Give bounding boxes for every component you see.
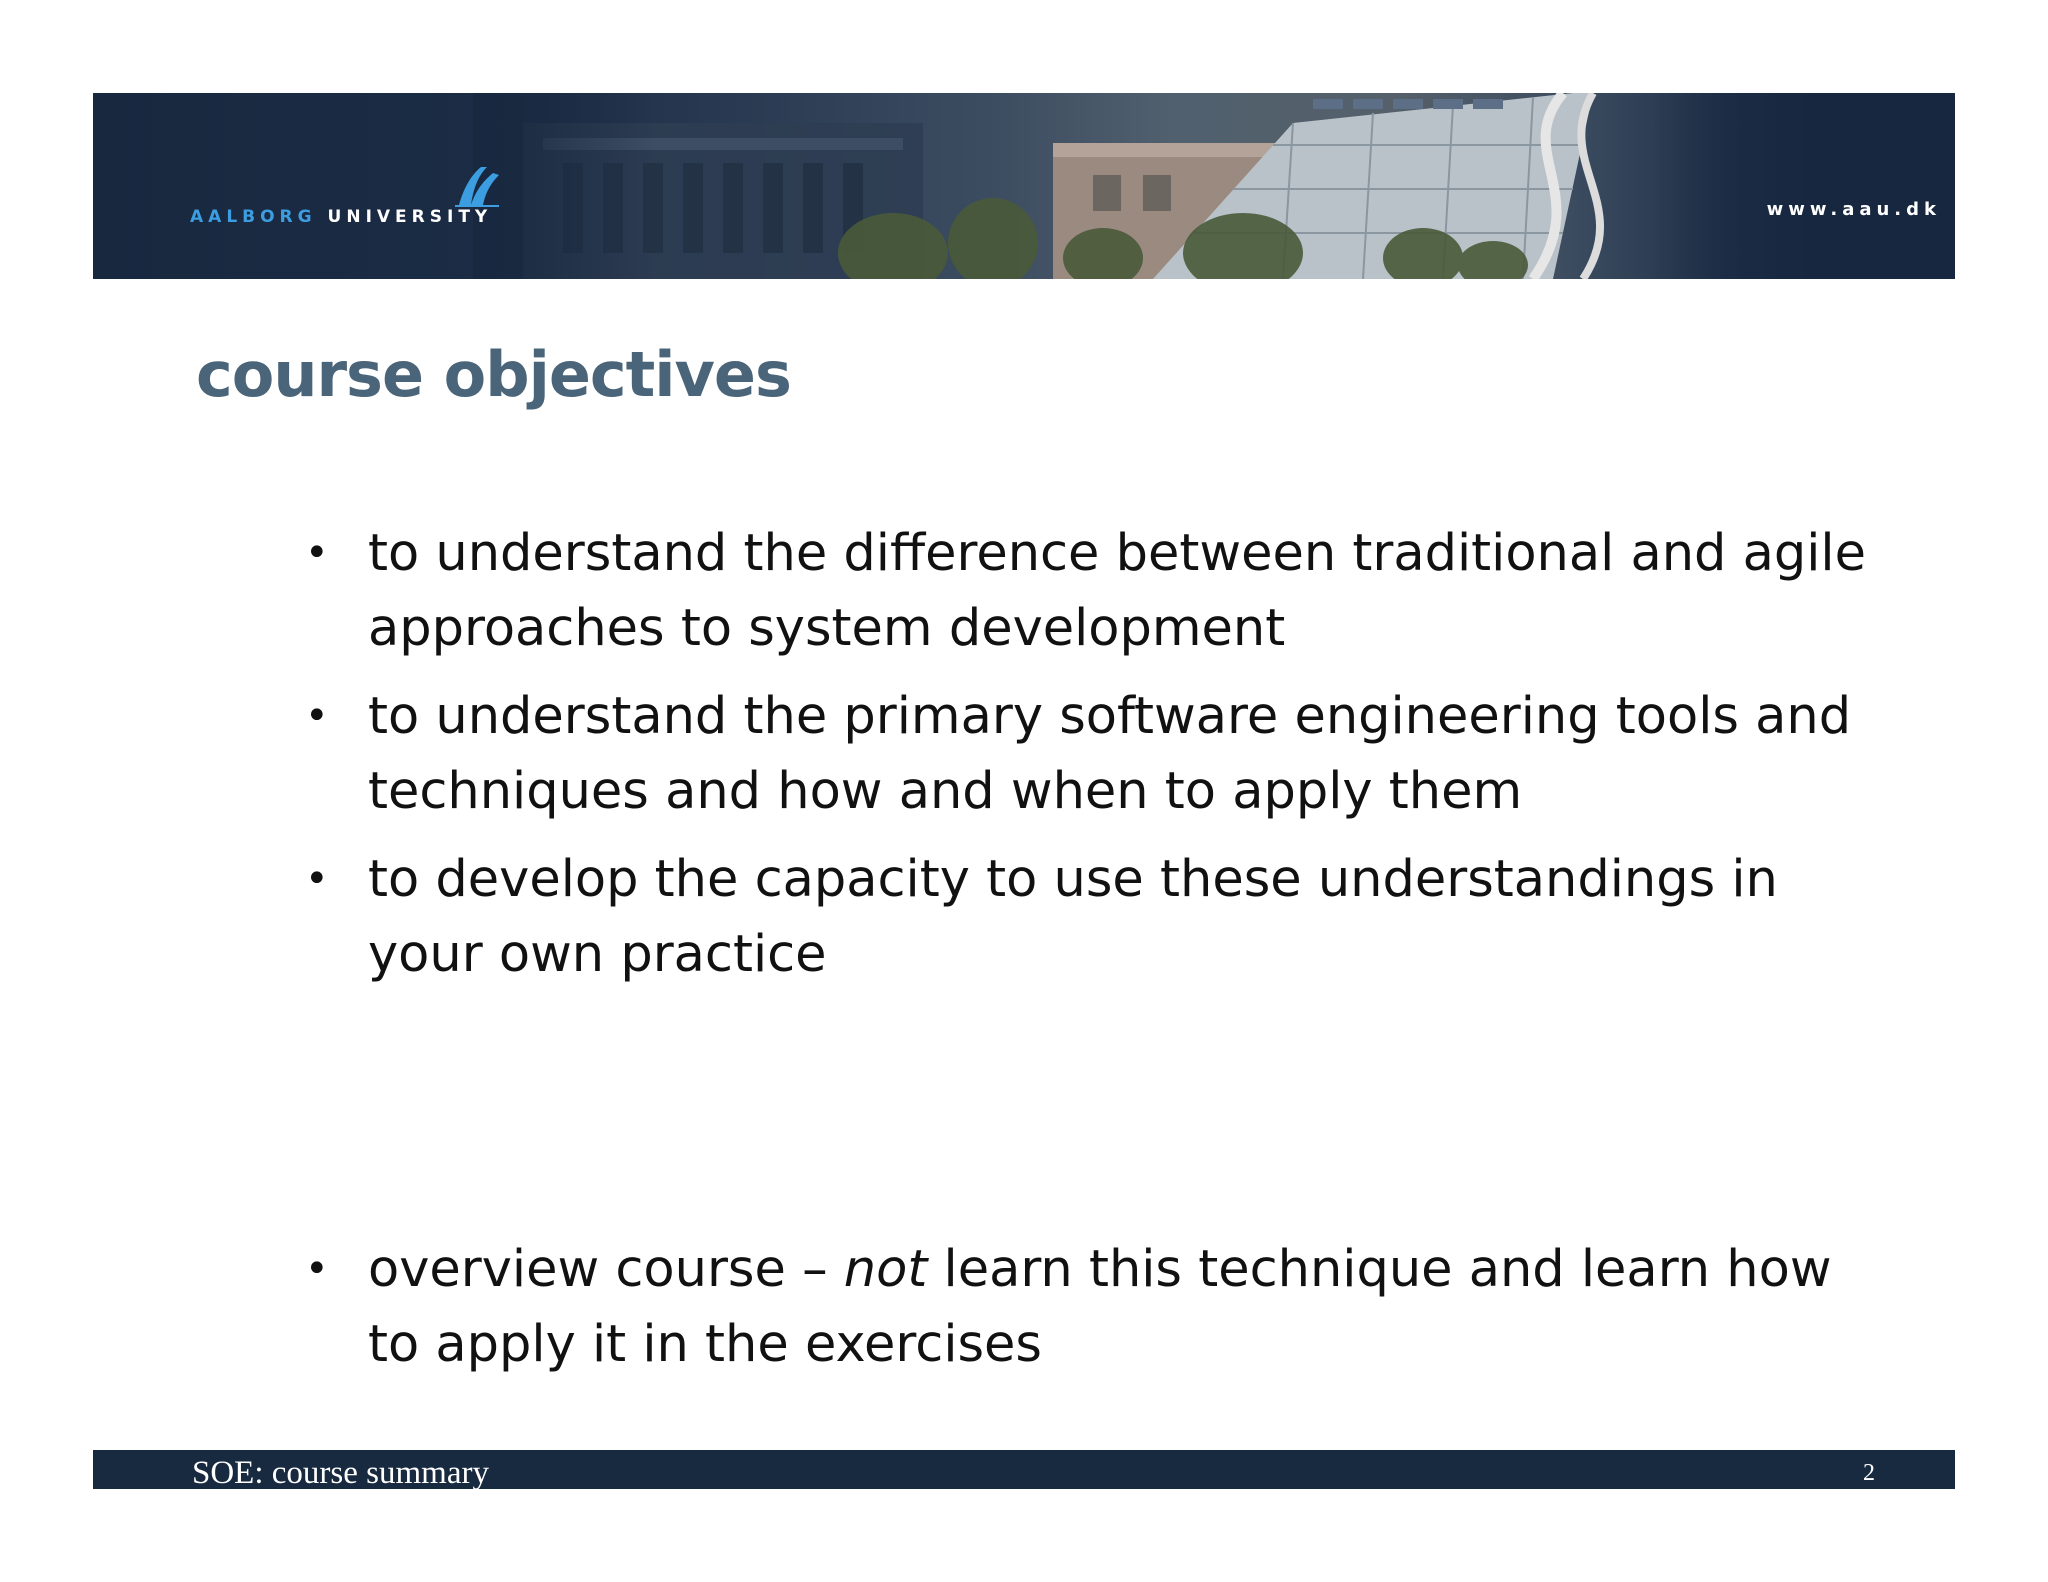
bullet-text: to understand the primary software engineering tools and techniques and how and when to apply them xyxy=(368,687,1852,821)
bullet-icon: • xyxy=(305,1246,329,1292)
footer-bar xyxy=(93,1450,1955,1489)
logo-word-university: UNIVERSITY xyxy=(327,207,493,227)
bullet-text-after: learn this technique and learn how to apply it in the exercises xyxy=(368,1240,1832,1374)
bullet-text-before: overview course – xyxy=(368,1240,844,1299)
slide-title: course objectives xyxy=(196,338,791,411)
bullet-text-emphasis: not xyxy=(843,1240,928,1299)
list-item xyxy=(300,1232,1880,1382)
logo-word-aalborg: AALBORG xyxy=(190,207,317,227)
university-wordmark xyxy=(190,207,492,227)
bullet-icon: • xyxy=(305,530,329,576)
objectives-list xyxy=(300,516,1880,1395)
waves-logo-icon xyxy=(453,163,501,207)
bullet-icon: • xyxy=(305,693,329,739)
university-logo xyxy=(190,163,550,227)
website-url: www.aau.dk xyxy=(1766,199,1941,220)
list-item xyxy=(300,516,1880,666)
list-item xyxy=(300,842,1880,992)
bullet-text: to develop the capacity to use these understandings in your own practice xyxy=(368,850,1778,984)
header-banner xyxy=(93,93,1955,279)
bullet-icon: • xyxy=(305,856,329,902)
bullet-text: to understand the difference between traditional and agile approaches to system development xyxy=(368,524,1866,658)
list-item xyxy=(300,679,1880,829)
page-number: 2 xyxy=(1863,1460,1875,1486)
footer-title: SOE: course summary xyxy=(192,1455,489,1491)
